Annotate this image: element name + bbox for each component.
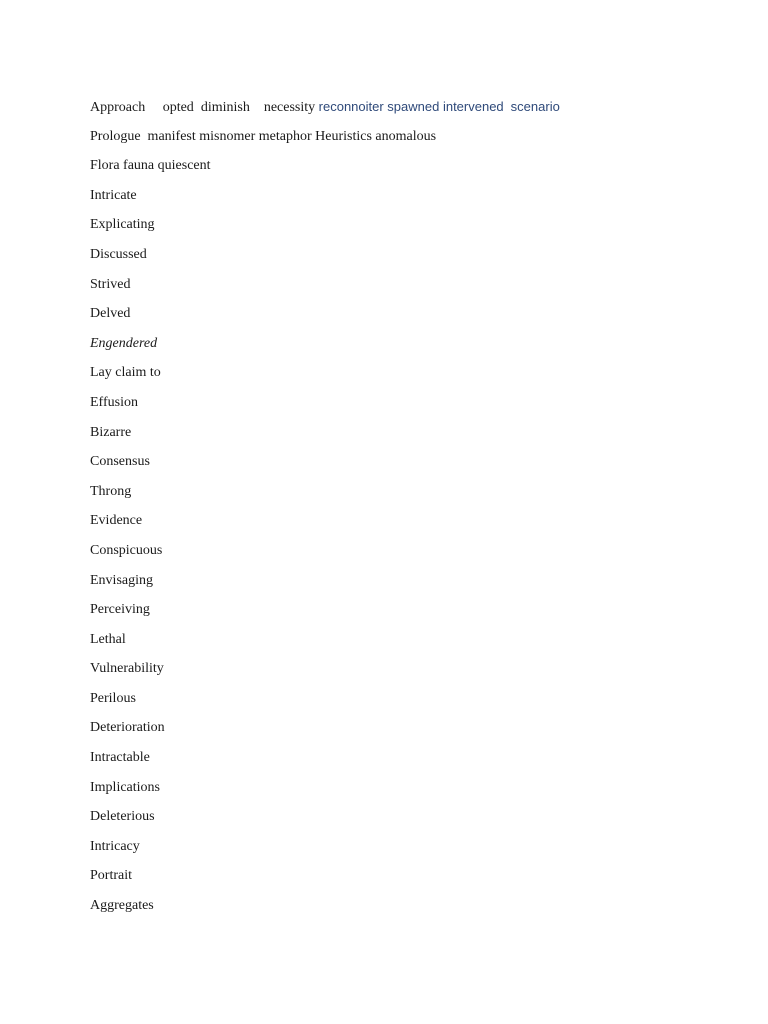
word-necessity: necessity bbox=[263, 100, 316, 115]
list-item: Envisaging bbox=[90, 572, 153, 588]
list-item: Intricate bbox=[90, 187, 137, 203]
list-item: Explicating bbox=[90, 217, 155, 233]
list-item: Deleterious bbox=[90, 809, 155, 825]
list-item: Lethal bbox=[90, 631, 126, 647]
list-item: Throng bbox=[90, 483, 132, 499]
list-item: Evidence bbox=[90, 513, 143, 529]
word-approach: Approach bbox=[90, 100, 146, 115]
word-diminish: diminish bbox=[200, 100, 250, 115]
vocab-line-2: Prologue manifest misnomer metaphor Heuristics anomalous bbox=[90, 128, 437, 144]
list-item-italic: Engendered bbox=[90, 335, 158, 351]
list-item: Deterioration bbox=[90, 720, 165, 736]
list-item: Intractable bbox=[90, 750, 150, 766]
list-item: Conspicuous bbox=[90, 542, 163, 558]
document-body bbox=[90, 92, 730, 921]
list-item: Consensus bbox=[90, 454, 150, 470]
list-item: Delved bbox=[90, 306, 131, 322]
highlighted-words: reconnoiter spawned intervened bbox=[318, 99, 504, 114]
list-item: Discussed bbox=[90, 246, 147, 262]
list-item: Perilous bbox=[90, 690, 136, 706]
list-item: Portrait bbox=[90, 868, 132, 884]
list-item: Aggregates bbox=[90, 898, 154, 914]
list-item: Vulnerability bbox=[90, 661, 164, 677]
list-item: Strived bbox=[90, 276, 131, 292]
list-item: Perceiving bbox=[90, 602, 150, 618]
word-opted: opted bbox=[162, 100, 194, 115]
word-scenario: scenario bbox=[510, 99, 560, 114]
list-item: Intricacy bbox=[90, 838, 140, 854]
list-item: Effusion bbox=[90, 394, 138, 410]
list-item: Lay claim to bbox=[90, 365, 161, 381]
list-item: Bizarre bbox=[90, 424, 132, 440]
list-item: Implications bbox=[90, 779, 160, 795]
vocab-line-1 bbox=[90, 92, 730, 122]
vocab-line-3: Flora fauna quiescent bbox=[90, 158, 211, 174]
